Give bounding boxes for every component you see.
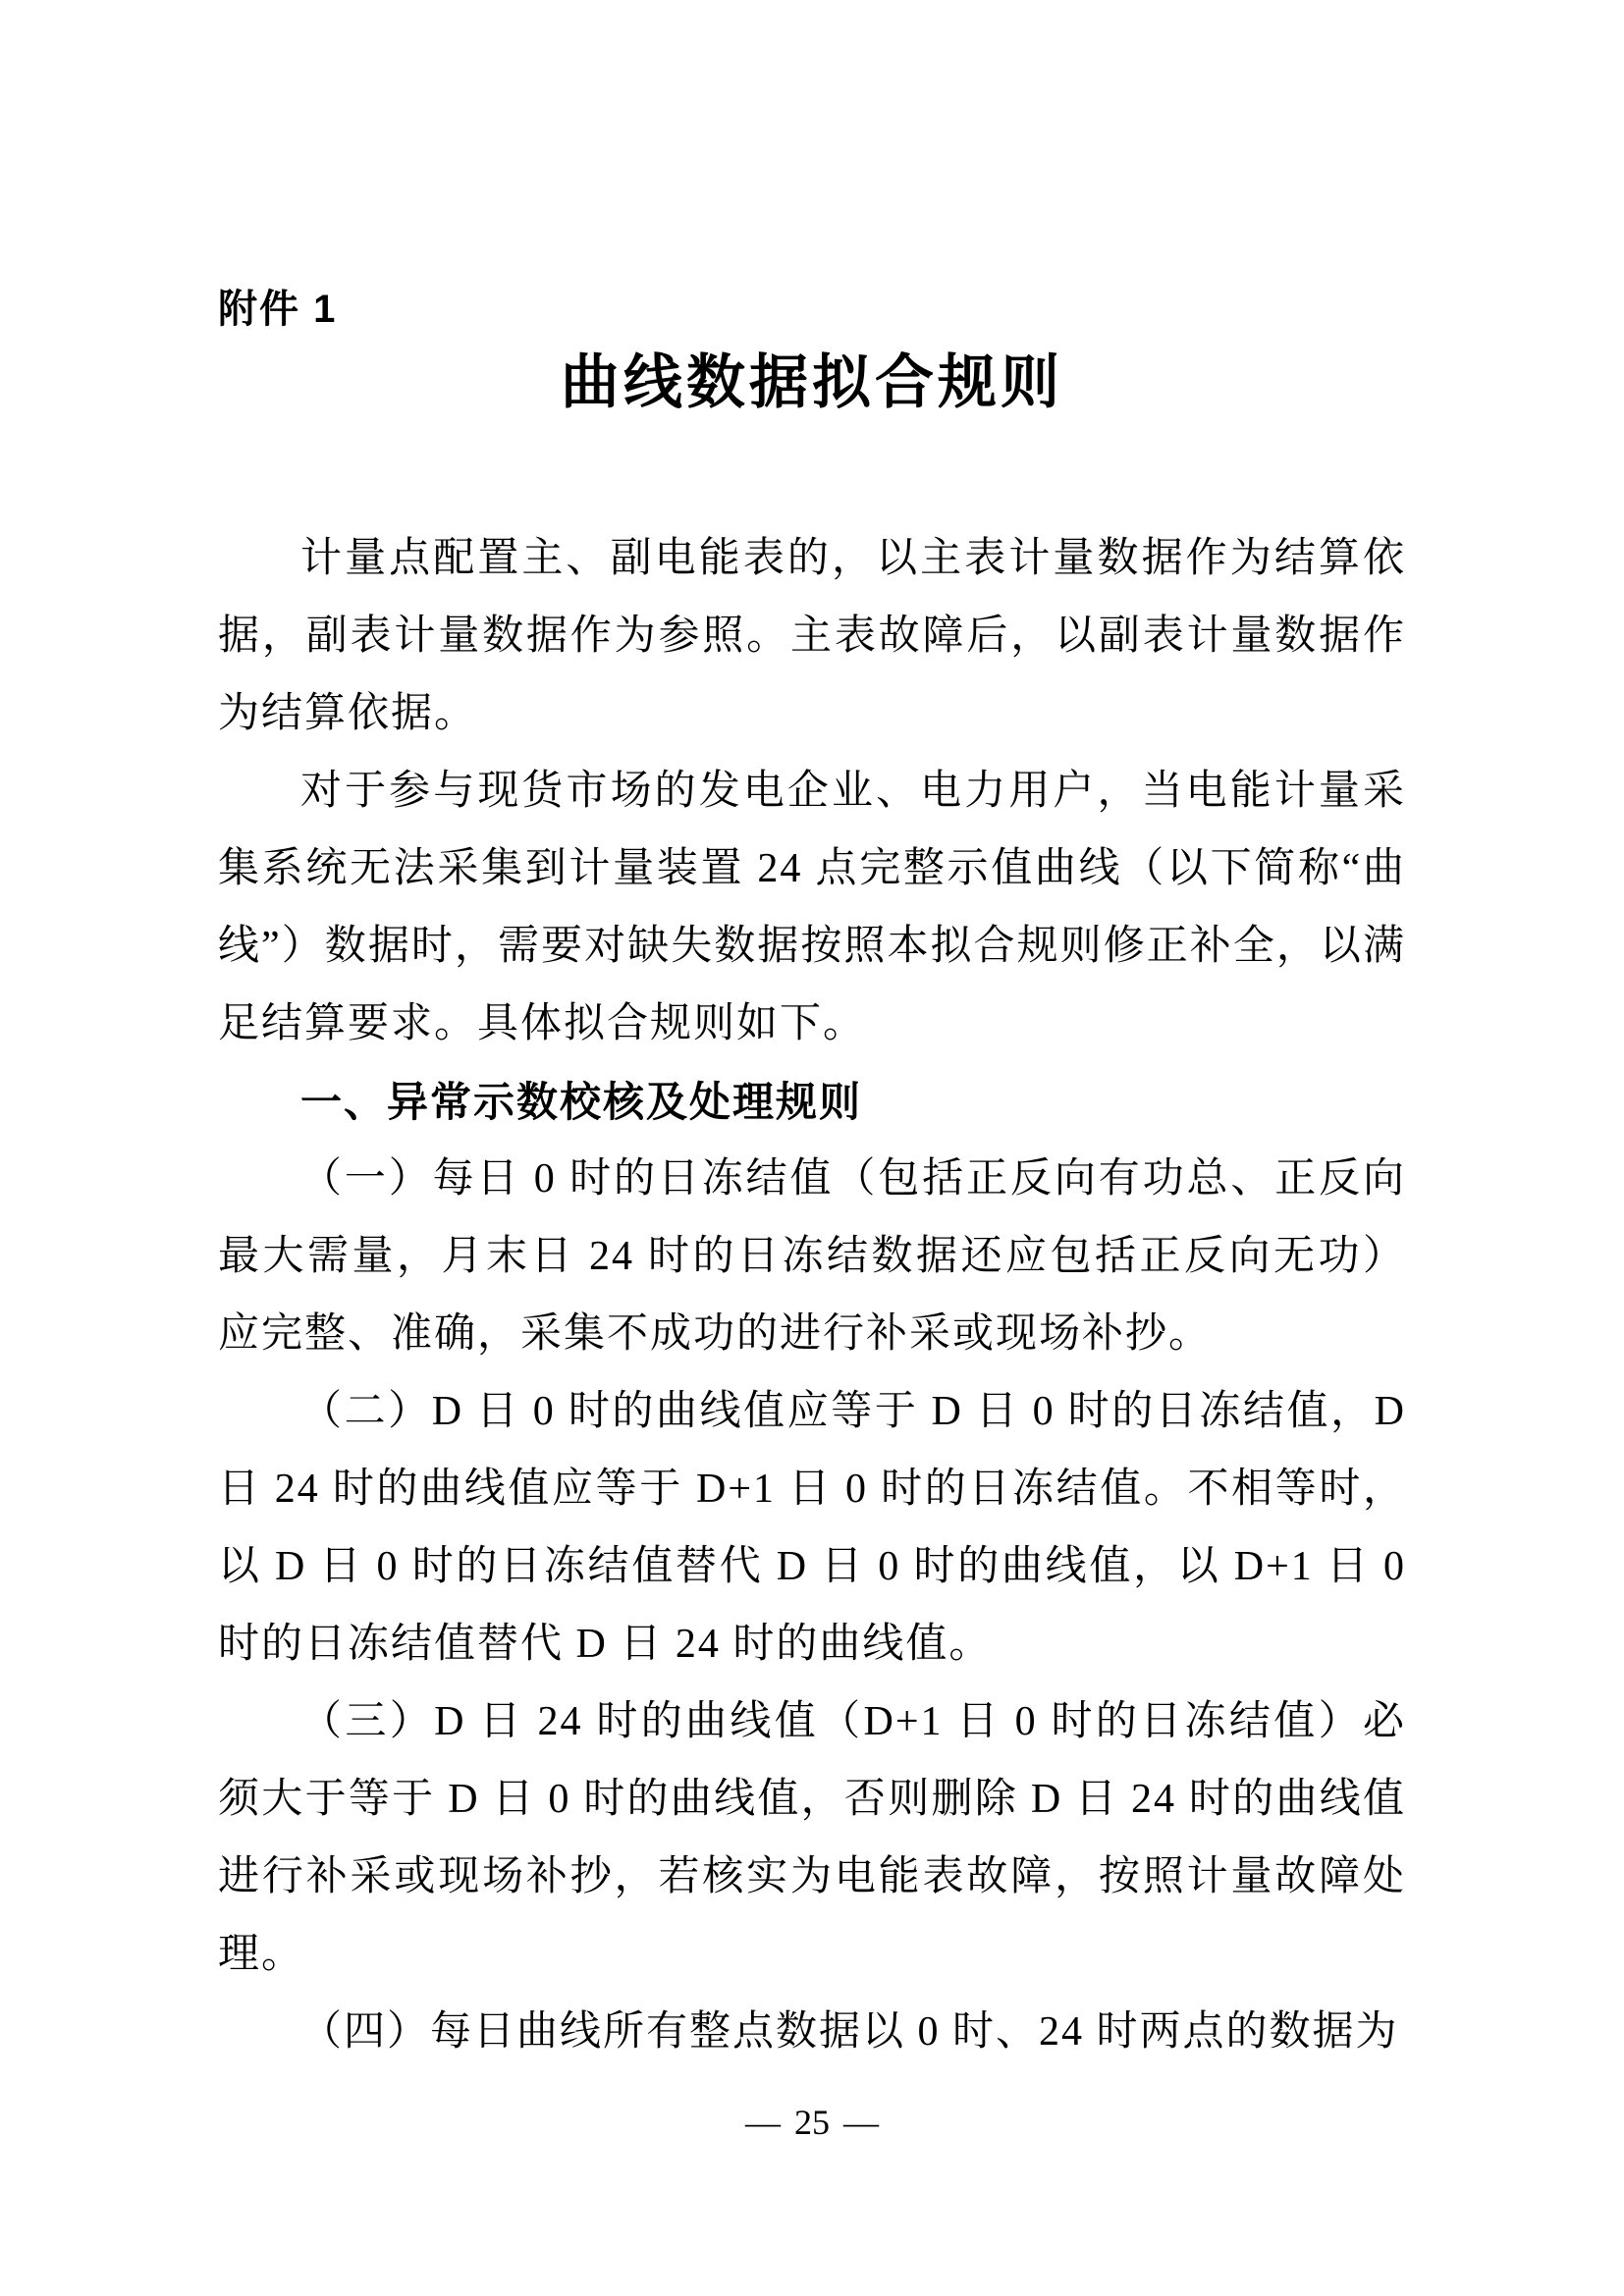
rule-paragraph: （一）每日 0 时的日冻结值（包括正反向有功总、正反向最大需量，月末日 24 时的日冻结数据还应包括正反向无功）应完整、准确，采集不成功的进行补采或现场补抄。 [218,1156,1406,1357]
rule-paragraph: （三）D 日 24 时的曲线值（D+1 日 0 时的日冻结值）必须大于等于 D 日 0 时的曲线值，否则删除 D 日 24 时的曲线值进行补采或现场补抄，若核实为电能表故障，按照计量故障处理。 [218,1699,1406,1977]
rule-paragraph: （二）D 日 0 时的曲线值应等于 D 日 0 时的日冻结值，D 日 24 时的曲线值应等于 D+1 日 0 时的日冻结值。不相等时，以 D 日 0 时的日冻结值替代 D 日 0 时的曲线值，以 D+1 日 0 时的日冻结值替代 D 日 24 时的曲线值。 [218,1389,1406,1667]
page-footer [0,2101,1624,2144]
footer-right-dash: — [843,2103,879,2142]
rule-paragraph: （四）每日曲线所有整点数据以 0 时、24 时两点的数据为 [300,2009,1399,2055]
section-heading: 一、异常示数校核及处理规则 [300,1079,863,1125]
page-number: 25 [794,2103,830,2142]
intro-paragraph: 对于参与现货市场的发电企业、电力用户，当电能计量采集系统无法采集到计量装置 24 点完整示值曲线（以下简称“曲线”）数据时，需要对缺失数据按照本拟合规则修正补全，以满足结算要求。具体拟合规则如下。 [218,769,1406,1046]
footer-left-dash: — [745,2103,781,2142]
page-title: 曲线数据拟合规则 [561,350,1063,415]
document-body [218,520,1406,2071]
attachment-label: 附件 1 [218,288,338,331]
intro-paragraph: 计量点配置主、副电能表的，以主表计量数据作为结算依据，副表计量数据作为参照。主表故障后，以副表计量数据作为结算依据。 [218,536,1406,736]
